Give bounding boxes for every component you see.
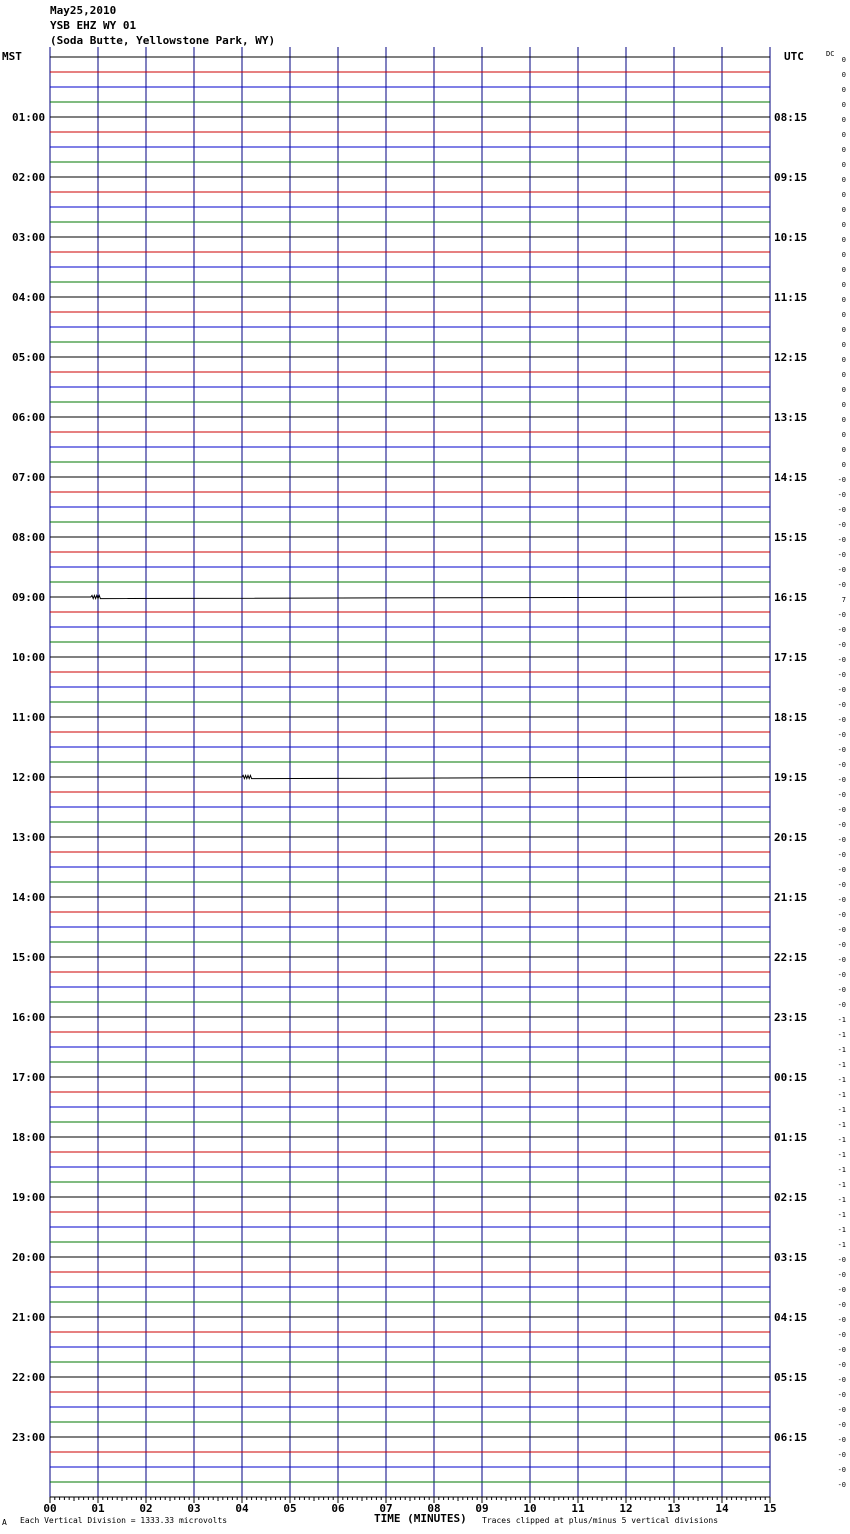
x-tick-label: 04 [235, 1502, 249, 1515]
dc-offset: -0 [837, 746, 846, 754]
hour-label-right: 00:15 [774, 1071, 808, 1084]
x-tick-label: 08 [427, 1502, 441, 1515]
hour-label-left: 13:00 [12, 831, 46, 844]
x-tick-label: 15 [763, 1502, 777, 1515]
dc-offset: -1 [837, 1181, 846, 1189]
dc-offset: 0 [841, 251, 846, 259]
dc-offset: -1 [837, 1106, 846, 1114]
dc-offset: 0 [841, 281, 846, 289]
hour-label-right: 04:15 [774, 1311, 808, 1324]
dc-offset: -1 [837, 1136, 846, 1144]
hour-label-right: 14:15 [774, 471, 808, 484]
dc-offset: 0 [841, 236, 846, 244]
dc-offset: -1 [837, 1031, 846, 1039]
hour-label-left: 15:00 [12, 951, 46, 964]
hour-label-left: 10:00 [12, 651, 46, 664]
dc-offset: -0 [837, 806, 846, 814]
hour-label-right: 23:15 [774, 1011, 808, 1024]
corner-mark: A [2, 1518, 7, 1527]
dc-offset: -0 [837, 986, 846, 994]
dc-offset: -0 [837, 506, 846, 514]
dc-header: DC [826, 50, 835, 58]
hour-label-left: 14:00 [12, 891, 46, 904]
dc-offset: 0 [841, 371, 846, 379]
hour-label-left: 05:00 [12, 351, 46, 364]
dc-offset: -0 [837, 1316, 846, 1324]
hour-label-right: 17:15 [774, 651, 808, 664]
plot-date: May25,2010 [50, 4, 117, 17]
dc-offset: -0 [837, 881, 846, 889]
dc-offset: -0 [837, 731, 846, 739]
dc-offset: -0 [837, 1466, 846, 1474]
hour-label-left: 03:00 [12, 231, 46, 244]
dc-offset: -1 [837, 1091, 846, 1099]
dc-offset: -0 [837, 1331, 846, 1339]
dc-offset: -0 [837, 941, 846, 949]
hour-label-left: 11:00 [12, 711, 46, 724]
x-tick-label: 10 [523, 1502, 537, 1515]
dc-offset: -0 [837, 896, 846, 904]
dc-offset: 0 [841, 56, 846, 64]
dc-offset: -0 [837, 1451, 846, 1459]
mst-label: MST [2, 50, 22, 63]
dc-offset: -0 [837, 791, 846, 799]
dc-offset: -0 [837, 1301, 846, 1309]
hour-label-right: 19:15 [774, 771, 808, 784]
dc-offset: -0 [837, 641, 846, 649]
x-tick-label: 14 [715, 1502, 729, 1515]
hour-label-right: 15:15 [774, 531, 808, 544]
hour-label-left: 16:00 [12, 1011, 46, 1024]
dc-offset: -0 [837, 671, 846, 679]
dc-offset: -0 [837, 1436, 846, 1444]
dc-offset: -0 [837, 611, 846, 619]
x-tick-label: 03 [187, 1502, 201, 1515]
dc-offset: -0 [837, 491, 846, 499]
dc-offset: 0 [841, 131, 846, 139]
dc-offset: 0 [841, 311, 846, 319]
dc-offset: -0 [837, 776, 846, 784]
dc-offset: -1 [837, 1076, 846, 1084]
x-tick-label: 12 [619, 1502, 633, 1515]
trace-line-with-event [50, 595, 770, 598]
dc-offset: 0 [841, 101, 846, 109]
dc-offset: -0 [837, 551, 846, 559]
dc-offset: 0 [841, 386, 846, 394]
dc-offset: -0 [837, 1481, 846, 1489]
dc-offset: -1 [837, 1211, 846, 1219]
dc-offset: -0 [837, 1001, 846, 1009]
hour-label-left: 06:00 [12, 411, 46, 424]
hour-label-left: 09:00 [12, 591, 46, 604]
x-tick-label: 09 [475, 1502, 489, 1515]
hour-label-right: 20:15 [774, 831, 808, 844]
hour-label-right: 18:15 [774, 711, 808, 724]
x-tick-label: 01 [91, 1502, 105, 1515]
dc-offset: 0 [841, 176, 846, 184]
dc-offset: 0 [841, 326, 846, 334]
hour-label-left: 18:00 [12, 1131, 46, 1144]
station-location: (Soda Butte, Yellowstone Park, WY) [50, 34, 276, 47]
x-tick-label: 02 [139, 1502, 153, 1515]
hour-label-left: 23:00 [12, 1431, 46, 1444]
dc-offset: 0 [841, 416, 846, 424]
dc-offset: 0 [841, 221, 846, 229]
dc-offset: -1 [837, 1046, 846, 1054]
dc-offset: -0 [837, 1271, 846, 1279]
dc-offset: -0 [837, 956, 846, 964]
hour-label-right: 06:15 [774, 1431, 808, 1444]
trace-line-with-event [50, 775, 770, 778]
dc-offset: -0 [837, 536, 846, 544]
x-tick-label: 13 [667, 1502, 681, 1515]
hour-label-left: 21:00 [12, 1311, 46, 1324]
x-tick-label: 00 [43, 1502, 57, 1515]
dc-offset: 7 [841, 596, 846, 604]
dc-offset: -0 [837, 821, 846, 829]
dc-offset: 0 [841, 446, 846, 454]
dc-offset: -1 [837, 1166, 846, 1174]
dc-offset: -0 [837, 656, 846, 664]
hour-label-right: 05:15 [774, 1371, 808, 1384]
hour-label-right: 21:15 [774, 891, 808, 904]
hour-label-right: 02:15 [774, 1191, 808, 1204]
dc-offset: -1 [837, 1226, 846, 1234]
hour-label-left: 17:00 [12, 1071, 46, 1084]
dc-offset: -0 [837, 926, 846, 934]
dc-offset: 0 [841, 71, 846, 79]
dc-offset: -0 [837, 566, 846, 574]
dc-offset: -0 [837, 1286, 846, 1294]
hour-label-left: 04:00 [12, 291, 46, 304]
dc-offset: 0 [841, 161, 846, 169]
dc-offset: -0 [837, 971, 846, 979]
hour-label-left: 07:00 [12, 471, 46, 484]
dc-offset: -0 [837, 476, 846, 484]
dc-offset: 0 [841, 116, 846, 124]
hour-label-right: 11:15 [774, 291, 808, 304]
dc-offset: -0 [837, 851, 846, 859]
hour-label-left: 22:00 [12, 1371, 46, 1384]
clip-note: Traces clipped at plus/minus 5 vertical divisions [482, 1516, 719, 1525]
dc-offset: 0 [841, 206, 846, 214]
x-tick-label: 06 [331, 1502, 345, 1515]
hour-label-right: 12:15 [774, 351, 808, 364]
hour-label-right: 08:15 [774, 111, 808, 124]
hour-label-right: 22:15 [774, 951, 808, 964]
dc-offset: -1 [837, 1016, 846, 1024]
dc-offset: -0 [837, 911, 846, 919]
hour-label-left: 08:00 [12, 531, 46, 544]
dc-offset: -0 [837, 1361, 846, 1369]
dc-offset: -0 [837, 686, 846, 694]
x-tick-label: 05 [283, 1502, 297, 1515]
hour-label-right: 13:15 [774, 411, 808, 424]
hour-label-right: 01:15 [774, 1131, 808, 1144]
dc-offset: 0 [841, 401, 846, 409]
hour-label-right: 09:15 [774, 171, 808, 184]
dc-offset: -0 [837, 1346, 846, 1354]
dc-offset: -1 [837, 1196, 846, 1204]
dc-offset: 0 [841, 146, 846, 154]
hour-label-left: 12:00 [12, 771, 46, 784]
x-axis-title: TIME (MINUTES) [374, 1512, 467, 1525]
scale-note: Each Vertical Division = 1333.33 microvolts [20, 1516, 228, 1525]
station-code: YSB EHZ WY 01 [50, 19, 137, 32]
dc-offset: -0 [837, 1406, 846, 1414]
hour-label-right: 10:15 [774, 231, 808, 244]
dc-offset: -0 [837, 761, 846, 769]
hour-label-right: 03:15 [774, 1251, 808, 1264]
dc-offset: -0 [837, 521, 846, 529]
dc-offset: -0 [837, 1376, 846, 1384]
dc-offset: -1 [837, 1061, 846, 1069]
hour-label-left: 01:00 [12, 111, 46, 124]
dc-offset: 0 [841, 431, 846, 439]
hour-label-right: 16:15 [774, 591, 808, 604]
dc-offset: -0 [837, 1391, 846, 1399]
dc-offset: 0 [841, 341, 846, 349]
utc-label: UTC [784, 50, 804, 63]
hour-label-left: 02:00 [12, 171, 46, 184]
dc-offset: -0 [837, 866, 846, 874]
dc-offset: -0 [837, 716, 846, 724]
dc-offset: -0 [837, 581, 846, 589]
dc-offset: 0 [841, 266, 846, 274]
hour-label-left: 20:00 [12, 1251, 46, 1264]
dc-offset: -1 [837, 1151, 846, 1159]
x-tick-label: 07 [379, 1502, 393, 1515]
x-tick-label: 11 [571, 1502, 585, 1515]
dc-offset: -1 [837, 1241, 846, 1249]
dc-offset: -1 [837, 1121, 846, 1129]
dc-offset: -0 [837, 626, 846, 634]
dc-offset: 0 [841, 461, 846, 469]
dc-offset: -0 [837, 1421, 846, 1429]
dc-offset: -0 [837, 836, 846, 844]
dc-offset: 0 [841, 86, 846, 94]
dc-offset: 0 [841, 191, 846, 199]
hour-label-left: 19:00 [12, 1191, 46, 1204]
dc-offset: 0 [841, 296, 846, 304]
dc-offset: -0 [837, 1256, 846, 1264]
dc-offset: -0 [837, 701, 846, 709]
dc-offset: 0 [841, 356, 846, 364]
